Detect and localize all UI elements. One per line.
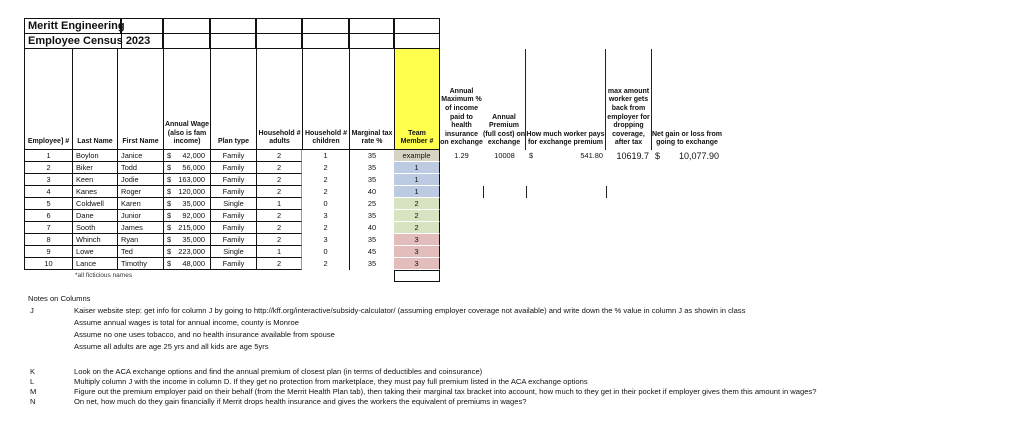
- header-children: Household # children: [302, 49, 349, 150]
- cell-plan[interactable]: Single: [210, 198, 256, 210]
- wage-cell: [163, 198, 210, 210]
- wage-value: 48,000: [182, 259, 205, 268]
- wage-value: 215,000: [178, 223, 205, 232]
- cell-children[interactable]: 3: [323, 211, 328, 220]
- wage-cell: [163, 174, 210, 186]
- note-text: Assume annual wages is total for annual income, county is Monroe: [74, 318, 299, 327]
- title-grid-cell: [256, 18, 302, 34]
- cell-first[interactable]: Ryan: [117, 234, 163, 246]
- cell-team[interactable]: 1: [394, 174, 440, 186]
- cell-tax[interactable]: 35: [349, 210, 394, 222]
- cell-adults[interactable]: 2: [256, 234, 302, 246]
- wage-value: 223,000: [178, 247, 205, 256]
- cell-first[interactable]: Junior: [117, 210, 163, 222]
- header-max-back: max amount worker gets back from employer for dropping coverage, after tax: [606, 49, 652, 150]
- cell-children[interactable]: 2: [323, 259, 328, 268]
- cell-last[interactable]: Coldwell: [72, 198, 117, 210]
- title-grid-cell: [163, 33, 210, 49]
- currency-symbol: $: [167, 163, 172, 172]
- wage-value: 35,000: [182, 199, 205, 208]
- note-column-letter: N: [30, 397, 36, 406]
- cell-tax[interactable]: 35: [349, 234, 394, 246]
- cell-last[interactable]: Kanes: [72, 186, 117, 198]
- cell-first[interactable]: Ted: [117, 246, 163, 258]
- header-tax: Marginal tax rate %: [349, 49, 394, 150]
- cell-first[interactable]: Todd: [117, 162, 163, 174]
- example-worker-currency: $: [529, 151, 534, 160]
- currency-symbol: $: [167, 259, 172, 268]
- currency-symbol: $: [167, 175, 172, 184]
- cell-children[interactable]: 2: [323, 187, 328, 196]
- title-grid-cell: [394, 18, 440, 49]
- wage-value: 120,000: [178, 187, 205, 196]
- header-plan: Plan type: [210, 49, 256, 150]
- title-grid-cell: [121, 33, 163, 49]
- header-last: Last Name: [72, 49, 117, 150]
- cell-team[interactable]: 1: [394, 162, 440, 174]
- cell-id[interactable]: 1: [24, 150, 72, 162]
- grid-mark: [483, 186, 484, 198]
- cell-tax[interactable]: 35: [349, 162, 394, 174]
- cell-id[interactable]: 9: [24, 246, 72, 258]
- cell-children[interactable]: 0: [323, 247, 328, 256]
- note-column-letter: L: [30, 377, 35, 386]
- wage-cell: [163, 150, 210, 162]
- header-worker-pays: How much worker pays for exchange premium: [526, 49, 606, 150]
- cell-id[interactable]: 10: [24, 258, 72, 270]
- cell-last[interactable]: Whinch: [72, 234, 117, 246]
- sheet-subtitle: Employee Census 2023: [24, 33, 163, 49]
- cell-team[interactable]: 2: [394, 222, 440, 234]
- cell-tax[interactable]: 35: [349, 150, 394, 162]
- cell-children[interactable]: 2: [323, 163, 328, 172]
- cell-id[interactable]: 2: [24, 162, 72, 174]
- cell-team[interactable]: 2: [394, 198, 440, 210]
- cell-adults[interactable]: 2: [256, 162, 302, 174]
- currency-symbol: $: [167, 187, 172, 196]
- cell-adults[interactable]: 2: [256, 258, 302, 270]
- header-team: Team Member #: [394, 49, 440, 150]
- example-maxpct[interactable]: 1.29: [454, 151, 469, 160]
- cell-adults[interactable]: 1: [256, 198, 302, 210]
- example-max-back[interactable]: 10619.7: [616, 151, 649, 161]
- header-maxpct: Annual Maximum % of income paid to health insurance on exchange: [440, 87, 483, 147]
- cell-children[interactable]: 2: [323, 175, 328, 184]
- cell-adults[interactable]: 2: [256, 222, 302, 234]
- wage-value: 35,000: [182, 235, 205, 244]
- cell-plan[interactable]: Family: [210, 174, 256, 186]
- wage-value: 163,000: [178, 175, 205, 184]
- currency-symbol: $: [167, 247, 172, 256]
- wage-cell: [163, 186, 210, 198]
- header-premium: Annual Premium (full cost) on exchange: [483, 49, 526, 150]
- cell-tax[interactable]: 35: [349, 174, 394, 186]
- cell-adults[interactable]: 2: [256, 174, 302, 186]
- title-grid-cell: [210, 18, 256, 34]
- cell-children[interactable]: 2: [323, 223, 328, 232]
- wage-cell: [163, 234, 210, 246]
- cell-last[interactable]: Keen: [72, 174, 117, 186]
- wage-cell: [163, 162, 210, 174]
- header-employee: Employee] #: [24, 49, 72, 150]
- cell-team[interactable]: 3: [394, 234, 440, 246]
- note-text: Figure out the premium employer paid on their behalf (from the Merrit Health Plan tab), then taking their marginal tax bracket into account, how much to they get in their pocket if employer gives them this amount in wages?: [74, 387, 817, 396]
- example-net-currency: $: [655, 151, 661, 161]
- wage-cell: [163, 222, 210, 234]
- note-text: Look on the ACA exchange options and find the annual premium of closest plan (in terms of deductibles and coinsurance): [74, 367, 483, 376]
- cell-id[interactable]: 4: [24, 186, 72, 198]
- cell-id[interactable]: 6: [24, 210, 72, 222]
- example-net[interactable]: 10,077.90: [678, 151, 719, 161]
- currency-symbol: $: [167, 151, 172, 160]
- note-text: Assume no one uses tobacco, and no health insurance available from spouse: [74, 330, 335, 339]
- cell-first[interactable]: Jodie: [117, 174, 163, 186]
- title-grid-cell: [302, 33, 349, 49]
- title-grid-cell: [349, 18, 394, 34]
- cell-adults[interactable]: 2: [256, 150, 302, 162]
- cell-tax[interactable]: 25: [349, 198, 394, 210]
- grid-mark: [606, 186, 607, 198]
- header-wage: Annual Wage (also is fam income): [163, 49, 210, 150]
- cell-children[interactable]: 3: [323, 235, 328, 244]
- currency-symbol: $: [167, 223, 172, 232]
- cell-plan[interactable]: Family: [210, 222, 256, 234]
- note-column-letter: M: [30, 387, 37, 396]
- note-column-letter: J: [30, 306, 34, 315]
- currency-symbol: $: [167, 235, 172, 244]
- cell-plan[interactable]: Family: [210, 258, 256, 270]
- cell-team[interactable]: 2: [394, 210, 440, 222]
- title-grid-cell: [349, 33, 394, 49]
- title-grid-cell: [302, 18, 349, 34]
- title-grid-cell: [210, 33, 256, 49]
- title-grid-cell: [256, 33, 302, 49]
- cell-last[interactable]: Dane: [72, 210, 117, 222]
- cell-tax[interactable]: 45: [349, 246, 394, 258]
- cell-first[interactable]: Timothy: [117, 258, 163, 270]
- header-first: First Name: [117, 49, 163, 150]
- grid-mark: [526, 186, 527, 198]
- wage-cell: [163, 210, 210, 222]
- currency-symbol: $: [167, 199, 172, 208]
- wage-value: 42,000: [182, 151, 205, 160]
- example-worker-pays[interactable]: 541.80: [580, 151, 603, 160]
- wage-value: 92,000: [182, 211, 205, 220]
- cell-team[interactable]: 3: [394, 246, 440, 258]
- wage-value: 56,000: [182, 163, 205, 172]
- footnote: *all ficticious names: [75, 272, 133, 279]
- note-column-letter: K: [30, 367, 36, 376]
- cell-plan[interactable]: Family: [210, 234, 256, 246]
- cell-first[interactable]: James: [117, 222, 163, 234]
- cell-last[interactable]: Biker: [72, 162, 117, 174]
- cell-plan[interactable]: Family: [210, 186, 256, 198]
- cell-id[interactable]: 8: [24, 234, 72, 246]
- cell-id[interactable]: 7: [24, 222, 72, 234]
- cell-plan[interactable]: Family: [210, 162, 256, 174]
- wage-cell: [163, 258, 210, 270]
- cell-id[interactable]: 3: [24, 174, 72, 186]
- note-text: Kaiser website step: get info for column J by going to http://kff.org/interactive/subsidy-calculator/ (assuming employer coverage not available) and write down the % value in column J as showin in class: [74, 306, 746, 315]
- notes-heading: Notes on Columns: [28, 294, 91, 303]
- cell-first[interactable]: Janice: [117, 150, 163, 162]
- currency-symbol: $: [167, 211, 172, 220]
- cell-last[interactable]: Boylon: [72, 150, 117, 162]
- cell-plan[interactable]: Family: [210, 150, 256, 162]
- header-adults: Household # adults: [256, 49, 302, 150]
- cell-adults[interactable]: 1: [256, 246, 302, 258]
- note-text: Assume all adults are age 25 yrs and all kids are age 5yrs: [74, 342, 269, 351]
- cell-team[interactable]: example: [394, 150, 440, 162]
- cell-children[interactable]: 1: [323, 151, 328, 160]
- team-empty-cell[interactable]: [394, 270, 440, 282]
- title-grid-cell: [163, 18, 210, 34]
- cell-first[interactable]: Karen: [117, 198, 163, 210]
- wage-cell: [163, 246, 210, 258]
- cell-team[interactable]: 1: [394, 186, 440, 198]
- cell-last[interactable]: Sooth: [72, 222, 117, 234]
- cell-children[interactable]: 0: [323, 199, 328, 208]
- header-net: Net gain or loss from going to exchange: [652, 130, 723, 147]
- cell-team[interactable]: 3: [394, 258, 440, 270]
- cell-adults[interactable]: 2: [256, 210, 302, 222]
- title-grid-cell: [121, 18, 163, 34]
- note-text: Multiply column J with the income in column D. If they get no protection from marketplace, they must pay full premium listed in the ACA exchange options: [74, 377, 588, 386]
- company-title: Meritt Engineering: [24, 18, 121, 34]
- note-text: On net, how much do they gain financially if Merrit drops health insurance and gives the workers the equivalent of premiums in wages?: [74, 397, 527, 406]
- cell-id[interactable]: 5: [24, 198, 72, 210]
- cell-tax[interactable]: 40: [349, 222, 394, 234]
- cell-plan[interactable]: Family: [210, 210, 256, 222]
- cell-first[interactable]: Roger: [117, 186, 163, 198]
- cell-last[interactable]: Lance: [72, 258, 117, 270]
- cell-adults[interactable]: 2: [256, 186, 302, 198]
- cell-tax[interactable]: 40: [349, 186, 394, 198]
- cell-last[interactable]: Lowe: [72, 246, 117, 258]
- example-premium[interactable]: 10008: [494, 151, 515, 160]
- cell-tax[interactable]: 35: [349, 258, 394, 270]
- cell-plan[interactable]: Single: [210, 246, 256, 258]
